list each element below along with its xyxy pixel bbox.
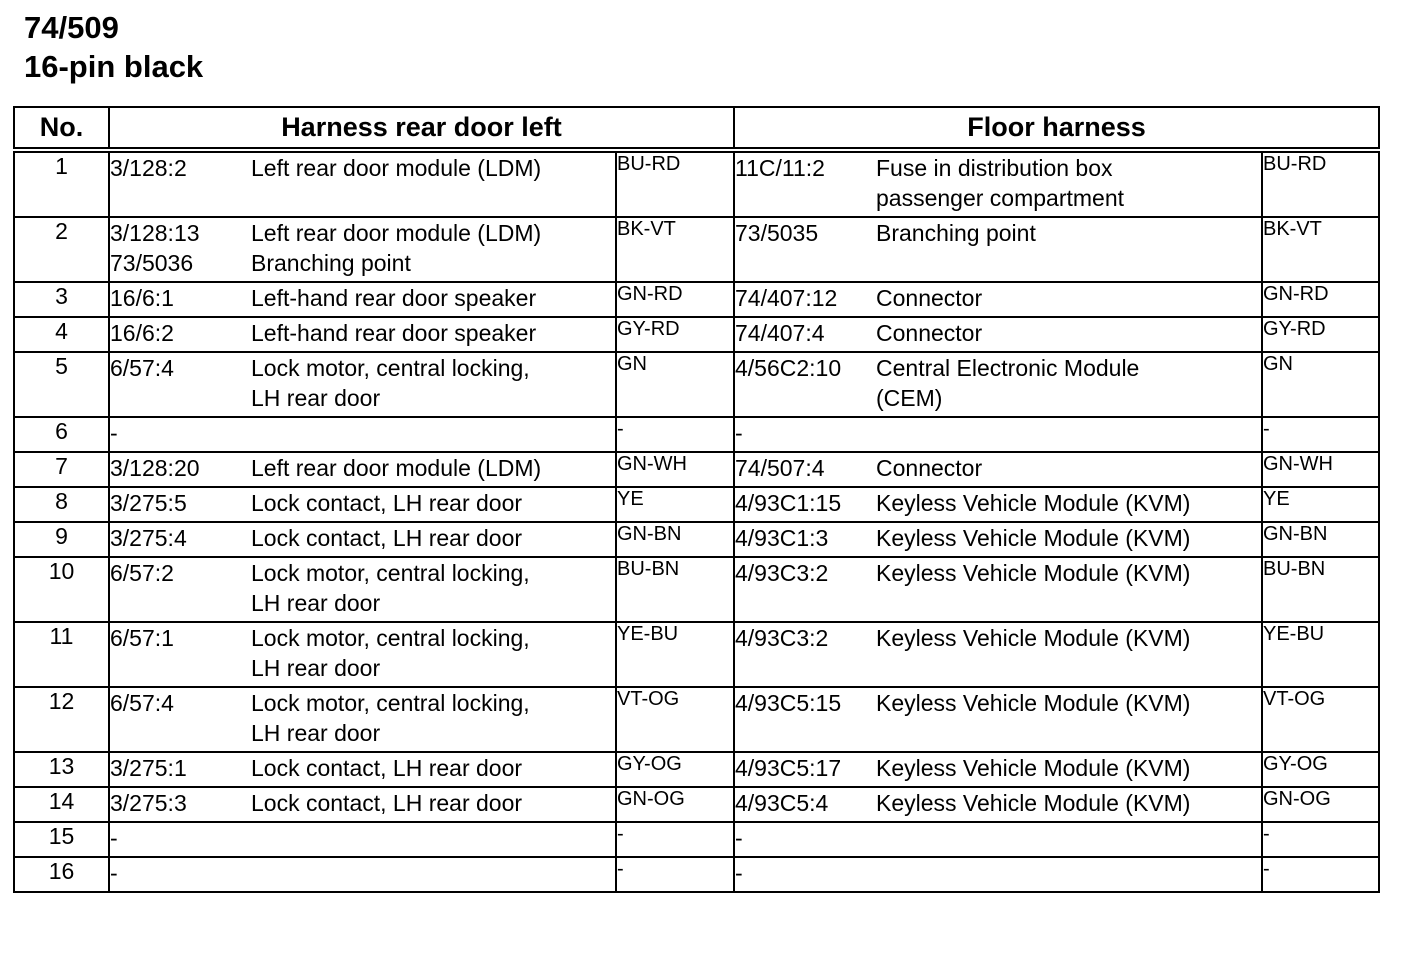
left-terminal-code: [109, 452, 251, 487]
left-component-description-line: Lock motor, central locking,: [251, 355, 530, 381]
left-component-description-line: LH rear door: [251, 590, 381, 616]
left-component-description: [251, 217, 616, 282]
right-terminal-code-line: 4/93C1:3: [735, 525, 829, 551]
table-row: [14, 282, 1379, 317]
left-component-description-line: Lock contact, LH rear door: [251, 490, 523, 516]
left-terminal-code: [109, 352, 251, 417]
right-component-description-line: Fuse in distribution box: [876, 155, 1113, 181]
left-component-description-line: LH rear door: [251, 655, 381, 681]
table-row: [14, 822, 1379, 857]
left-component-description: [251, 522, 616, 557]
right-terminal-code-line: 74/407:12: [735, 285, 838, 311]
left-wire-color: GN-BN: [616, 522, 734, 557]
left-terminal-code-line: 16/6:2: [110, 320, 174, 346]
right-component-description-line: Central Electronic Module: [876, 355, 1140, 381]
right-terminal-code: [734, 787, 876, 822]
left-terminal-code-line: -: [110, 825, 118, 851]
right-terminal-code: [734, 317, 876, 352]
right-terminal-code: [734, 822, 876, 857]
left-terminal-code-line: 3/275:5: [110, 490, 187, 516]
left-component-description-line: Lock motor, central locking,: [251, 690, 530, 716]
left-terminal-code: [109, 787, 251, 822]
left-terminal-code-line: 3/275:4: [110, 525, 187, 551]
right-terminal-code-line: 74/407:4: [735, 320, 825, 346]
left-component-description: [251, 150, 616, 217]
right-component-description: [876, 217, 1262, 282]
left-terminal-code-line: 3/275:3: [110, 790, 187, 816]
right-component-description: [876, 150, 1262, 217]
right-wire-color: -: [1262, 822, 1379, 857]
table-body: [14, 150, 1379, 892]
left-component-description: [251, 352, 616, 417]
pin-number: 2: [14, 217, 109, 282]
left-wire-color: GN-RD: [616, 282, 734, 317]
pin-number: 13: [14, 752, 109, 787]
right-terminal-code-line: 73/5035: [735, 220, 819, 246]
left-component-description-line: LH rear door: [251, 385, 381, 411]
right-component-description-line: Connector: [876, 320, 983, 346]
left-terminal-code-line: 3/275:1: [110, 755, 187, 781]
column-header-floor-harness: Floor harness: [734, 107, 1379, 150]
left-component-description: [251, 787, 616, 822]
table-row: [14, 352, 1379, 417]
right-component-description: [876, 822, 1262, 857]
left-terminal-code: [109, 557, 251, 622]
pin-number: 14: [14, 787, 109, 822]
right-wire-color: GN-BN: [1262, 522, 1379, 557]
right-wire-color: YE-BU: [1262, 622, 1379, 687]
right-wire-color: -: [1262, 857, 1379, 892]
left-component-description-line: Left-hand rear door speaker: [251, 320, 537, 346]
right-terminal-code: [734, 487, 876, 522]
left-terminal-code-line: 73/5036: [110, 250, 194, 276]
left-wire-color: GN-OG: [616, 787, 734, 822]
table-row: [14, 317, 1379, 352]
left-wire-color: -: [616, 822, 734, 857]
left-component-description-line: Branching point: [251, 250, 411, 276]
right-component-description: [876, 417, 1262, 452]
left-component-description-line: Lock motor, central locking,: [251, 560, 530, 586]
right-wire-color: GN-RD: [1262, 282, 1379, 317]
left-terminal-code: [109, 417, 251, 452]
right-terminal-code: [734, 417, 876, 452]
right-terminal-code-line: 4/93C1:15: [735, 490, 842, 516]
right-component-description: [876, 452, 1262, 487]
table-row: [14, 150, 1379, 217]
right-component-description-line: Keyless Vehicle Module (KVM): [876, 490, 1191, 516]
pin-number: 1: [14, 150, 109, 217]
right-wire-color: YE: [1262, 487, 1379, 522]
left-component-description: [251, 317, 616, 352]
right-terminal-code-line: 4/93C5:4: [735, 790, 829, 816]
left-wire-color: GN: [616, 352, 734, 417]
right-component-description-line: Connector: [876, 285, 983, 311]
pin-number: 7: [14, 452, 109, 487]
pin-number: 9: [14, 522, 109, 557]
left-component-description-line: Lock contact, LH rear door: [251, 525, 523, 551]
left-component-description-line: Lock contact, LH rear door: [251, 790, 523, 816]
right-component-description: [876, 557, 1262, 622]
right-wire-color: GN-OG: [1262, 787, 1379, 822]
right-terminal-code: [734, 452, 876, 487]
table-row: [14, 857, 1379, 892]
right-component-description: [876, 522, 1262, 557]
connector-description-title: 16-pin black: [24, 49, 204, 84]
pin-number: 15: [14, 822, 109, 857]
left-component-description: [251, 452, 616, 487]
right-terminal-code: [734, 522, 876, 557]
right-wire-color: GY-RD: [1262, 317, 1379, 352]
pin-number: 8: [14, 487, 109, 522]
right-terminal-code: [734, 752, 876, 787]
left-terminal-code-line: 16/6:1: [110, 285, 174, 311]
right-component-description: [876, 352, 1262, 417]
left-wire-color: -: [616, 857, 734, 892]
left-terminal-code: [109, 857, 251, 892]
left-wire-color: BU-RD: [616, 150, 734, 217]
left-terminal-code: [109, 687, 251, 752]
left-wire-color: YE-BU: [616, 622, 734, 687]
left-terminal-code: [109, 487, 251, 522]
right-terminal-code-line: 4/93C5:15: [735, 690, 842, 716]
right-terminal-code: [734, 557, 876, 622]
right-component-description-line: Keyless Vehicle Module (KVM): [876, 790, 1191, 816]
left-component-description: [251, 622, 616, 687]
right-component-description: [876, 752, 1262, 787]
left-terminal-code: [109, 752, 251, 787]
right-terminal-code-line: -: [735, 860, 743, 886]
pin-number: 11: [14, 622, 109, 687]
left-terminal-code-line: 6/57:2: [110, 560, 174, 586]
left-terminal-code-line: 3/128:2: [110, 155, 187, 181]
right-wire-color: GN-WH: [1262, 452, 1379, 487]
left-wire-color: GN-WH: [616, 452, 734, 487]
left-component-description: [251, 687, 616, 752]
pin-number: 5: [14, 352, 109, 417]
left-component-description-line: LH rear door: [251, 720, 381, 746]
column-header-harness-rear-door-left: Harness rear door left: [109, 107, 734, 150]
right-component-description-line: Keyless Vehicle Module (KVM): [876, 525, 1191, 551]
right-terminal-code: [734, 282, 876, 317]
pin-number: 6: [14, 417, 109, 452]
left-terminal-code: [109, 317, 251, 352]
right-component-description-line: Connector: [876, 455, 983, 481]
pin-assignment-table: [13, 106, 1380, 893]
right-component-description: [876, 317, 1262, 352]
left-component-description: [251, 282, 616, 317]
right-component-description: [876, 787, 1262, 822]
left-wire-color: BK-VT: [616, 217, 734, 282]
right-terminal-code: [734, 857, 876, 892]
left-component-description-line: Lock contact, LH rear door: [251, 755, 523, 781]
right-component-description-line: Keyless Vehicle Module (KVM): [876, 560, 1191, 586]
right-wire-color: VT-OG: [1262, 687, 1379, 752]
left-terminal-code-line: 6/57:4: [110, 690, 174, 716]
table-row: [14, 217, 1379, 282]
left-terminal-code: [109, 282, 251, 317]
right-terminal-code: [734, 150, 876, 217]
right-component-description-line: Keyless Vehicle Module (KVM): [876, 755, 1191, 781]
left-wire-color: BU-BN: [616, 557, 734, 622]
left-component-description: [251, 857, 616, 892]
table-row: [14, 687, 1379, 752]
left-component-description-line: Left rear door module (LDM): [251, 455, 542, 481]
left-component-description: [251, 557, 616, 622]
left-component-description-line: Left rear door module (LDM): [251, 220, 542, 246]
left-component-description-line: Left-hand rear door speaker: [251, 285, 537, 311]
left-component-description-line: Left rear door module (LDM): [251, 155, 542, 181]
left-terminal-code-line: 6/57:1: [110, 625, 174, 651]
left-terminal-code-line: 3/128:13: [110, 220, 200, 246]
left-component-description: [251, 822, 616, 857]
right-wire-color: GY-OG: [1262, 752, 1379, 787]
pin-number: 12: [14, 687, 109, 752]
right-component-description: [876, 687, 1262, 752]
left-terminal-code: [109, 150, 251, 217]
table-row: [14, 557, 1379, 622]
pin-number: 16: [14, 857, 109, 892]
right-terminal-code-line: 74/507:4: [735, 455, 825, 481]
right-terminal-code: [734, 687, 876, 752]
left-terminal-code: [109, 217, 251, 282]
right-component-description-line: Keyless Vehicle Module (KVM): [876, 690, 1191, 716]
right-component-description-line: passenger compartment: [876, 185, 1125, 211]
left-terminal-code-line: -: [110, 860, 118, 886]
right-terminal-code-line: -: [735, 420, 743, 446]
pin-number: 3: [14, 282, 109, 317]
right-terminal-code: [734, 352, 876, 417]
left-component-description: [251, 417, 616, 452]
table-row: [14, 787, 1379, 822]
right-wire-color: BU-BN: [1262, 557, 1379, 622]
table-row: [14, 417, 1379, 452]
table-row: [14, 487, 1379, 522]
right-terminal-code: [734, 217, 876, 282]
right-component-description: [876, 282, 1262, 317]
right-component-description-line: Keyless Vehicle Module (KVM): [876, 625, 1191, 651]
right-terminal-code: [734, 622, 876, 687]
right-terminal-code-line: 4/93C5:17: [735, 755, 842, 781]
right-terminal-code-line: 4/93C3:2: [735, 625, 829, 651]
left-terminal-code-line: -: [110, 420, 118, 446]
right-terminal-code-line: 4/56C2:10: [735, 355, 842, 381]
right-component-description: [876, 857, 1262, 892]
left-terminal-code-line: 6/57:4: [110, 355, 174, 381]
left-component-description: [251, 752, 616, 787]
right-terminal-code-line: -: [735, 825, 743, 851]
connector-id-title: 74/509: [24, 10, 119, 45]
table-row: [14, 752, 1379, 787]
pin-number: 4: [14, 317, 109, 352]
table-row: [14, 522, 1379, 557]
right-wire-color: -: [1262, 417, 1379, 452]
right-terminal-code-line: 11C/11:2: [735, 155, 825, 181]
right-component-description: [876, 487, 1262, 522]
left-terminal-code: [109, 522, 251, 557]
right-wire-color: GN: [1262, 352, 1379, 417]
left-terminal-code-line: 3/128:20: [110, 455, 200, 481]
right-wire-color: BU-RD: [1262, 150, 1379, 217]
left-terminal-code: [109, 622, 251, 687]
left-wire-color: VT-OG: [616, 687, 734, 752]
table-header-row: [14, 107, 1379, 150]
left-terminal-code: [109, 822, 251, 857]
right-terminal-code-line: 4/93C3:2: [735, 560, 829, 586]
left-component-description: [251, 487, 616, 522]
left-component-description-line: Lock motor, central locking,: [251, 625, 530, 651]
column-header-no: No.: [14, 107, 109, 150]
left-wire-color: GY-OG: [616, 752, 734, 787]
left-wire-color: YE: [616, 487, 734, 522]
right-wire-color: BK-VT: [1262, 217, 1379, 282]
left-wire-color: GY-RD: [616, 317, 734, 352]
table-row: [14, 622, 1379, 687]
right-component-description-line: (CEM): [876, 385, 943, 411]
left-wire-color: -: [616, 417, 734, 452]
right-component-description: [876, 622, 1262, 687]
pin-number: 10: [14, 557, 109, 622]
table-row: [14, 452, 1379, 487]
right-component-description-line: Branching point: [876, 220, 1036, 246]
